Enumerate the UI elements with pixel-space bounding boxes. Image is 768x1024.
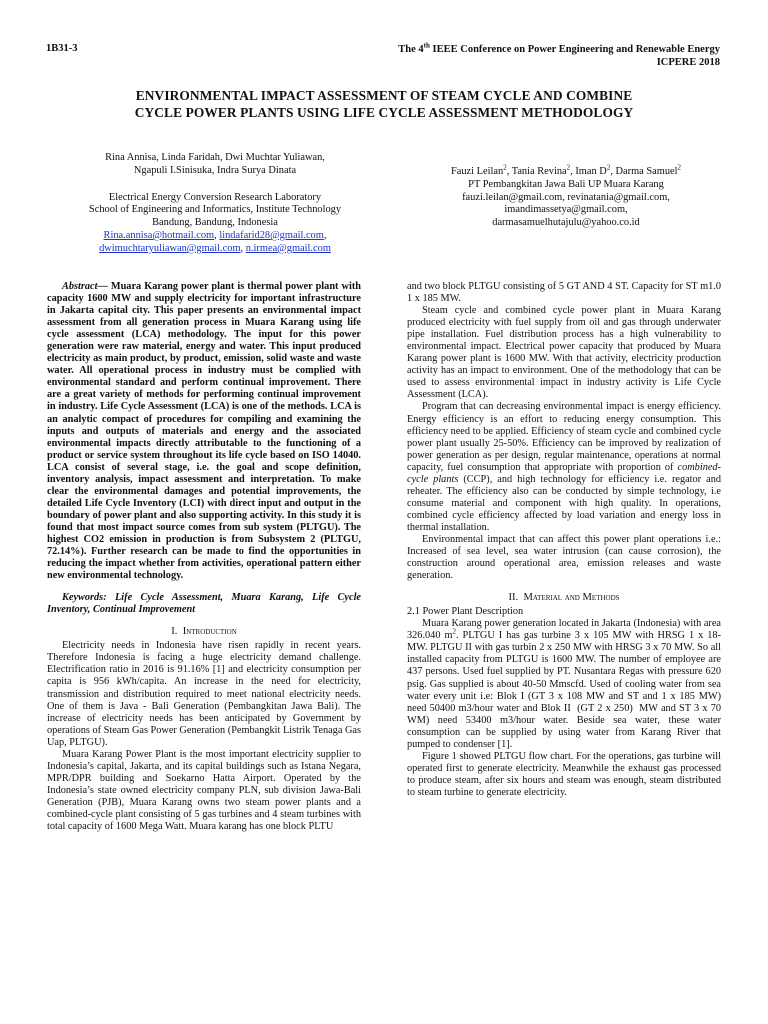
author-names-1: Rina Annisa, Linda Faridah, Dwi Muchtar Yuliawan, xyxy=(105,152,325,163)
author-names-right: Fauzi Leilan$^2$, Tania Revina$^2$, Iman $D^2$, Darma Samuel$^2$ xyxy=(450,163,682,177)
paper-id: 1B31-3 xyxy=(46,43,78,54)
author-emails-right-3: darmasamuelhutajulu@yahoo.co.id xyxy=(492,217,640,229)
section-heading-methods: II. Material and Methods xyxy=(508,592,620,604)
conference-name: The 4th IEEE Conference on Power Engineering and Renewable Energy xyxy=(398,41,720,55)
title-line-2: CYCLE POWER PLANTS USING LIFE CYCLE ASSESSMENT METHODOLOGY xyxy=(134,104,634,120)
section-title: Material and Methods xyxy=(523,592,620,604)
affiliation-org: PT Pembangkitan Jawa Bali UP Muara Karang xyxy=(468,178,664,190)
affiliation-lab: Electrical Energy Conversion Research Laboratory xyxy=(108,191,322,203)
affiliation-school: School of Engineering and Informatics, Institute Technology xyxy=(88,204,342,216)
section-title: Introduction xyxy=(182,626,237,638)
intro-paragraph-4: Program that can decreasing environmental impact is energy efficiency. Energy efficiency is an effort to reducing energy consumption. This efficiency need to be applied. Efficiency of steam cycle and combined cycle power plant usually 25-50%. Efficiency can be improved by realization of power generation as per design, regular maintenance, operations at normal capacity, fuel consumption that appropriate with proportion of combined-cycle plants (CCP), and high technology for efficiency i.e. regator and reheater. The efficiency also can be conducted by simple technology, i.e consume material and component with high quality. In operations, combined cycle efficiency affected by load variation and energy loss in thermal installation. xyxy=(407,401,721,533)
keywords: Keywords: Life Cycle Assessment, Muara Karang, Life Cycle Inventory, Continual Improvement xyxy=(47,592,361,616)
email-link[interactable]: Rina.annisa@hotmail.com xyxy=(103,229,215,241)
email-link[interactable]: lindafarid28@gmail.com xyxy=(219,229,324,241)
title-line-1: ENVIRONMENTAL IMPACT ASSESSMENT OF STEAM CYCLE AND COMBINE xyxy=(135,88,633,103)
abstract xyxy=(47,281,361,582)
right-column xyxy=(407,281,721,799)
intro-paragraph-5: Environmental impact that can affect this power plant operations i.e.: Increased of sea level, sea water intrusion (can cause corrosion), the construction around operational area, emission releases and waste generation. xyxy=(407,533,721,582)
email-link[interactable]: n.irmea@gmail.com xyxy=(245,242,331,254)
section-heading-introduction: I. Introduction xyxy=(171,626,237,638)
left-column xyxy=(47,281,361,833)
paper-title xyxy=(60,88,708,121)
author-block-right xyxy=(396,163,736,230)
author-emails-1: Rina.annisa@hotmail.com, lindafarid28@gmail.com, xyxy=(103,229,327,241)
author-emails-right-1: fauzi.leilan@gmail.com, revinatania@gmail.com, xyxy=(462,191,670,203)
conference-acronym: ICPERE 2018 xyxy=(656,57,720,68)
abstract-lead: Abstract— xyxy=(62,281,108,292)
intro-paragraph-3: Steam cycle and combined cycle power plant in Muara Karang produced electricity with fuel supply from oil and gas through underwater pipe installation. Fuel distribution process has a high vulnerability to environmental impact. Electrical power capacity that produced by Muara Karang power plant is 1600 MW. With that activity, electricity production activity has an impact to environment. One of the methodology that can be used to assess environmental impact in industry activity is Life Cycle Assessment (LCA). xyxy=(407,305,721,401)
author-block-left xyxy=(48,152,382,256)
intro-paragraph-2: Muara Karang Power Plant is the most important electricity supplier to Indonesia’s capital, Jakarta, and its capital buildings such as Istana Negara, MPR/DPR building and Soekarno Hatta Airport. Operated by the Indonesia’s state owned electricity company PLN, sub division Jawa-Bali Generation (PJB), Muara Karang owns two steam power plants and a combined-cycle plant consisting of 5 gas turbines and 4 steam turbines with total capacity of 1600 Mega Watt. Muara karang has one block PLTU xyxy=(47,748,361,833)
intro-continued: and two block PLTGU consisting of 5 GT AND 4 ST. Capacity for ST m1.0 1 x 185 MW. xyxy=(407,281,721,305)
author-names-2: Ngapuli I.Sinisuka, Indra Surya Dinata xyxy=(133,164,297,176)
email-link[interactable]: dwimuchtaryuliawan@gmail.com xyxy=(99,242,241,254)
author-emails-right-2: imandimassetya@gmail.com, xyxy=(504,204,628,216)
methods-paragraph-1: Muara Karang power generation located in Jakarta (Indonesia) with area 326.040 $m^2$. PLTGU I has gas turbine 3 x 105 MW with HRSG 1 x 18- MW. PLTGU II with gas turbin 2 x 250 MW with HRSG 3 x 70 MW. So all installed capacity from PLTGU is 1600 MW. The number of employee are 437 persons. Used fuel supplied by PT. Nusantara Regas with pressure 620 psig. Gas supplied is about 40-50 Mmscfd. Used of cooling water from sea water every unit i.e: Blok I (GT 3 x 108 MW and ST and 1 x 185 MW) need 50400 m3/hour water and Blok II (GT 2 x 250) MW and ST 3 x 70 WM) need 53400 m3/hour water. Beside sea water, these water consumption can be supplied by using water from Karang River that pumped to condenser [1]. xyxy=(407,618,721,750)
abstract-text: Muara Karang power plant is thermal power plant with capacity 1600 MW and supply electricity for important infrastructure in Jakarta capital city. This paper presents an environmental impact assessment from all generation process in Muara Karang using life cycle assessment (LCA) methodology. The input for this power generation were raw material, energy and water. This input produced electricity as main product, by product, emission, solid waste and waste water. All operational process in industry must be complied with environmental standard and perform continual improvement. There are a great variety of methods for performing continual improvement in industry. Life Cycle Assessment (LCA) is one of the methods. LCA is an analytic compact of procedures for compiling and examining the inputs and outputs of materials and energy and the associated environmental impacts directly attributable to the functioning of a product or service system throughout its life cycle based on ISO 14040. LCA consist of several stage, i.e. the goal and scope definition, inventory analysis, impact assessment and interpretation. To make clear the environmental damages and potential improvements, the detailed Life Cycle Inventory (LCI) with direct input and output in the boundary of power plant and also supporting activity. In this study it is found that most impact source comes from sub system (PLTGU). The highest CO2 emission in production is from Subsystem 2 (PLTGU, 72.14%). Further research can be made to find the opportunities in reducing the impact whether from activities, operational pattern either new environmental technology. xyxy=(47,281,361,582)
subsection-heading: 2.1 Power Plant Description xyxy=(407,606,524,618)
intro-paragraph-1: Electricity needs in Indonesia have risen rapidly in recent years. Therefore Indonesia is facing a huge electricity demand challenge. Electrification ratio in 2016 is 91.16% [1] and electricity consumption per capita is 956 kWh/capita. An increase in the need for electricity, transmission and distribution required to meet national electricity needs. One of them is Java - Bali Generation (Pembangkitan Jawa Bali). The increase of electricity needs has been anticipated by Government by operations of Steam Gas Power Generation (Pembangkit Listrik Tenaga Gas Uap, PLTGU). xyxy=(47,640,361,748)
methods-paragraph-2: Figure 1 showed PLTGU flow chart. For the operations, gas turbine will operated first to generate electricity. Meanwhile the exhaust gas processed to produce steam, after six hours and steam was enough, steam distributed to steam turbine to generate electricity. xyxy=(407,750,721,798)
conference-header xyxy=(398,43,720,69)
author-emails-2: dwimuchtaryuliawan@gmail.com, n.irmea@gmail.com xyxy=(99,242,331,254)
affiliation-city: Bandung, Bandung, Indonesia xyxy=(152,217,278,229)
